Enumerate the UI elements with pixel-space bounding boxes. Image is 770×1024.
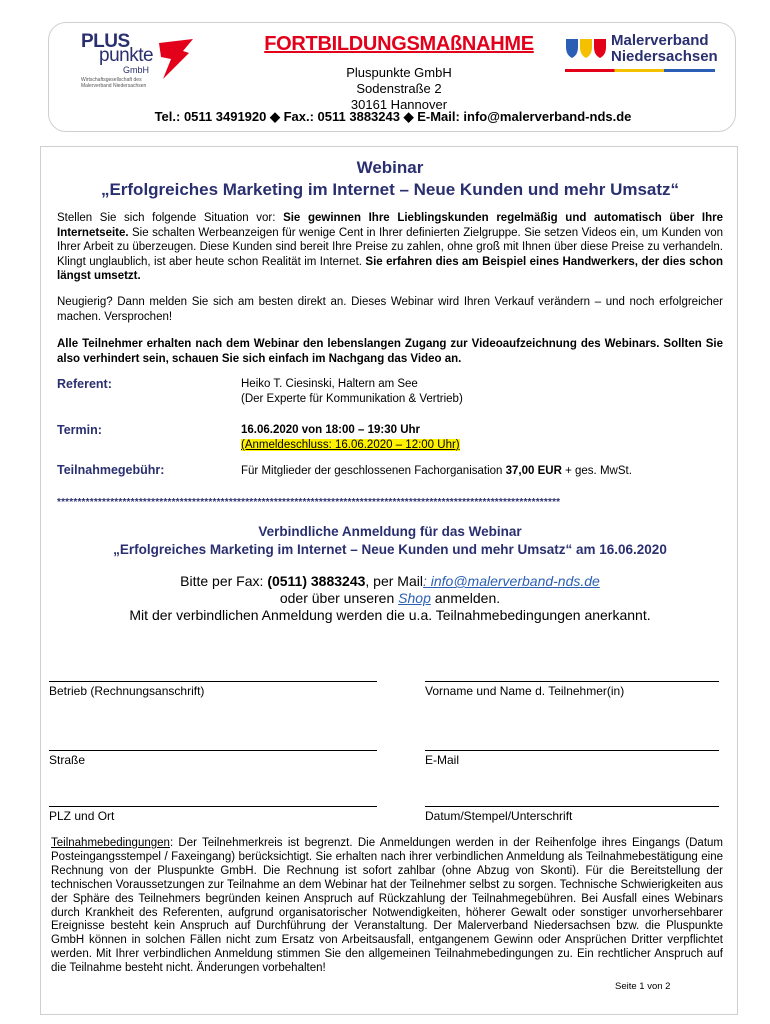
field-label: Vorname und Name d. Teilnehmer(in) [425, 684, 625, 698]
field-label: PLZ und Ort [49, 809, 115, 823]
text-run: Bitte per Fax: [180, 573, 268, 589]
registration-instructions [41, 573, 739, 624]
address-line: Sodenstraße 2 [356, 81, 442, 96]
referent-value [241, 377, 463, 407]
mail-link[interactable]: : info@malerverband-nds.de [422, 573, 600, 589]
intro-paragraph [57, 211, 723, 284]
webinar-subtitle: „Erfolgreiches Marketing im Internet – Neue Kunden und mehr Umsatz“ [100, 180, 680, 199]
terms-text: : Der Teilnehmerkreis ist begrenzt. Die Anmeldungen werden in der Reihenfolge ihres Eingangs (Datum Posteingangsstempel / Faxeingang) berücksichtigt. Sie erhalten nach ihrer verbindlichen Anmeldung als Teilnahmebestätigung eine Rechnung von der Pluspunkte GmbH. Die Rechnung ist sofort zahlbar (ohne Abzug von Skonti). Für die Bereitstellung der technischen Voraussetzungen zur Teilnahme an dem Webinar hat der Teilnehmer selbst zu sorgen. Technische Schwierigkeiten aus der Sphäre des Teilnehmers begründen keinen Anspruch auf Rückzahlung der Teilnahmegebühren. Bei Ausfall eines Webinars durch Krankheit des Referenten, aufgrund organisatorischer Notwendigkeiten, höherer Gewalt oder sonstiger unvorhersehbarer Ereignisse besteht kein Anspruch auf Durchführung der Veranstaltung. Der Malerverband Niedersachsen bzw. die Pluspunkte GmbH können in solchen Fällen nicht zum Ersatz von Arbeitsausfall, entgangenem Gewinn oder Ansprüchen Dritter verpflichtet werden. Mit Ihrer verbindlichen Anmeldung stimmen Sie den allgemeinen Teilnahmebedingungen zu. Ein rechtlicher Anspruch auf die Teilnahme besteht nicht. Änderungen vorbehalten! [51, 837, 723, 975]
registration-title: Verbindliche Anmeldung für das Webinar [258, 524, 522, 539]
separator: *************************************************************************************************************************** [57, 497, 561, 508]
swoosh-icon [153, 37, 197, 81]
contact-line: Tel.: 0511 3491920 ◆ Fax.: 0511 3883243 ◆ E-Mail: info@malerverband-nds.de [154, 109, 632, 124]
pluspunkte-logo [81, 31, 201, 99]
name-field[interactable] [425, 681, 719, 698]
logo-gmbh-text: GmbH [123, 65, 150, 75]
termin-date: 16.06.2020 von 18:00 – 19:30 Uhr [241, 424, 421, 436]
signature-field[interactable] [425, 806, 719, 823]
text-run: Stellen Sie sich folgende Situation vor: [57, 212, 284, 224]
address-block [239, 65, 559, 113]
text-run: Für Mitglieder der geschlossenen Fachorganisation [241, 465, 506, 477]
referent-label: Referent: [57, 377, 112, 391]
shop-line [41, 590, 739, 607]
text-run: Sie schalten Werbeanzeigen für wenige Cent in Ihrer definierten Zielgruppe. Sie setzen Videos ein, um Kunden von Ihrer Arbeit zu überzeugen. Diese Kunden sind bereit Ihre Preise zu zahlen, ohne groß mit Ihnen über diese Preise zu verhandeln. Klingt unglaublich, ist aber heute schon Realität im Internet. [57, 226, 723, 268]
text-run: + ges. MwSt. [561, 465, 632, 477]
page-number: Seite 1 von 2 [615, 981, 671, 992]
recording-paragraph: Alle Teilnehmer erhalten nach dem Webinar den lebenslangen Zugang zur Videoaufzeichnung des Webinars. Sollten Sie also verhindert sein, schauen Sie sich einfach im Nachgang das Video an. [57, 338, 723, 365]
logo-plus-text: PLUS [81, 31, 130, 52]
referent-desc: (Der Experte für Kommunikation & Vertrieb) [241, 393, 463, 405]
email-field[interactable] [425, 750, 719, 767]
terms-heading: Teilnahmebedingungen [51, 837, 170, 849]
shields-icon [565, 37, 609, 59]
terms-paragraph [51, 837, 723, 976]
signature-line[interactable] [425, 750, 719, 751]
fee-amount: 37,00 EUR [505, 465, 562, 477]
logo-line: Niedersachsen [611, 48, 718, 65]
signature-line[interactable] [425, 806, 719, 807]
signature-line[interactable] [49, 750, 377, 751]
fee-value [241, 464, 632, 479]
malerverband-logo [565, 33, 735, 81]
logo-line: Malerverband [611, 32, 709, 49]
termin-label: Termin: [57, 423, 102, 437]
text-run: anmelden. [430, 590, 501, 606]
color-bar [565, 69, 715, 72]
field-label: E-Mail [425, 753, 460, 767]
fee-label: Teilnahmegebühr: [57, 463, 165, 477]
bold-run: Sie erfahren dies am Beispiel eines Handwerkers, der dies schon längst umsetzt. [57, 255, 723, 282]
logo-punkte-text: punkte [99, 45, 154, 66]
webinar-title: Webinar [356, 158, 424, 177]
letterhead [48, 22, 736, 132]
field-label: Straße [49, 753, 86, 767]
termin-value [241, 423, 460, 453]
deadline-highlight: (Anmeldeschluss: 16.06.2020 – 12:00 Uhr) [241, 439, 460, 451]
text-run: , per Mail [365, 573, 423, 589]
signature-line[interactable] [425, 681, 719, 682]
shop-link[interactable]: Shop [398, 590, 431, 606]
text-run: oder über unseren [279, 590, 399, 606]
logo-subtext: Wirtschaftsgesellschaft des Malerverband Niedersachsen [81, 77, 147, 89]
curiosity-paragraph: Neugierig? Dann melden Sie sich am besten direkt an. Dieses Webinar wird Ihren Verkauf verändern – und noch erfolgreicher machen. Versprochen! [57, 296, 723, 323]
address-line: 30161 Hannover [350, 97, 448, 112]
field-label: Datum/Stempel/Unterschrift [425, 809, 573, 823]
registration-subtitle: „Erfolgreiches Marketing im Internet – Neue Kunden und mehr Umsatz“ am 16.06.2020 [113, 542, 667, 557]
bold-run: Sie gewinnen Ihre Lieblingskunden regelmäßig und automatisch über Ihre Internetseite. [57, 212, 724, 239]
betrieb-field[interactable] [49, 681, 377, 698]
signature-line[interactable] [49, 681, 377, 682]
signature-line[interactable] [49, 806, 377, 807]
plz-field[interactable] [49, 806, 377, 823]
fax-line [41, 573, 739, 590]
form-frame [40, 146, 738, 1015]
malerverband-name [611, 33, 718, 65]
fax-number: (0511) 3883243 [267, 573, 366, 589]
acceptance-line: Mit der verbindlichen Anmeldung werden die u.a. Teilnahmebedingungen anerkannt. [129, 607, 651, 623]
address-line: Pluspunkte GmbH [346, 65, 452, 80]
street-field[interactable] [49, 750, 377, 767]
referent-name: Heiko T. Ciesinski, Haltern am See [241, 378, 418, 390]
page-title: FORTBILDUNGSMAßNAHME [264, 33, 534, 55]
field-label: Betrieb (Rechnungsanschrift) [49, 684, 205, 698]
